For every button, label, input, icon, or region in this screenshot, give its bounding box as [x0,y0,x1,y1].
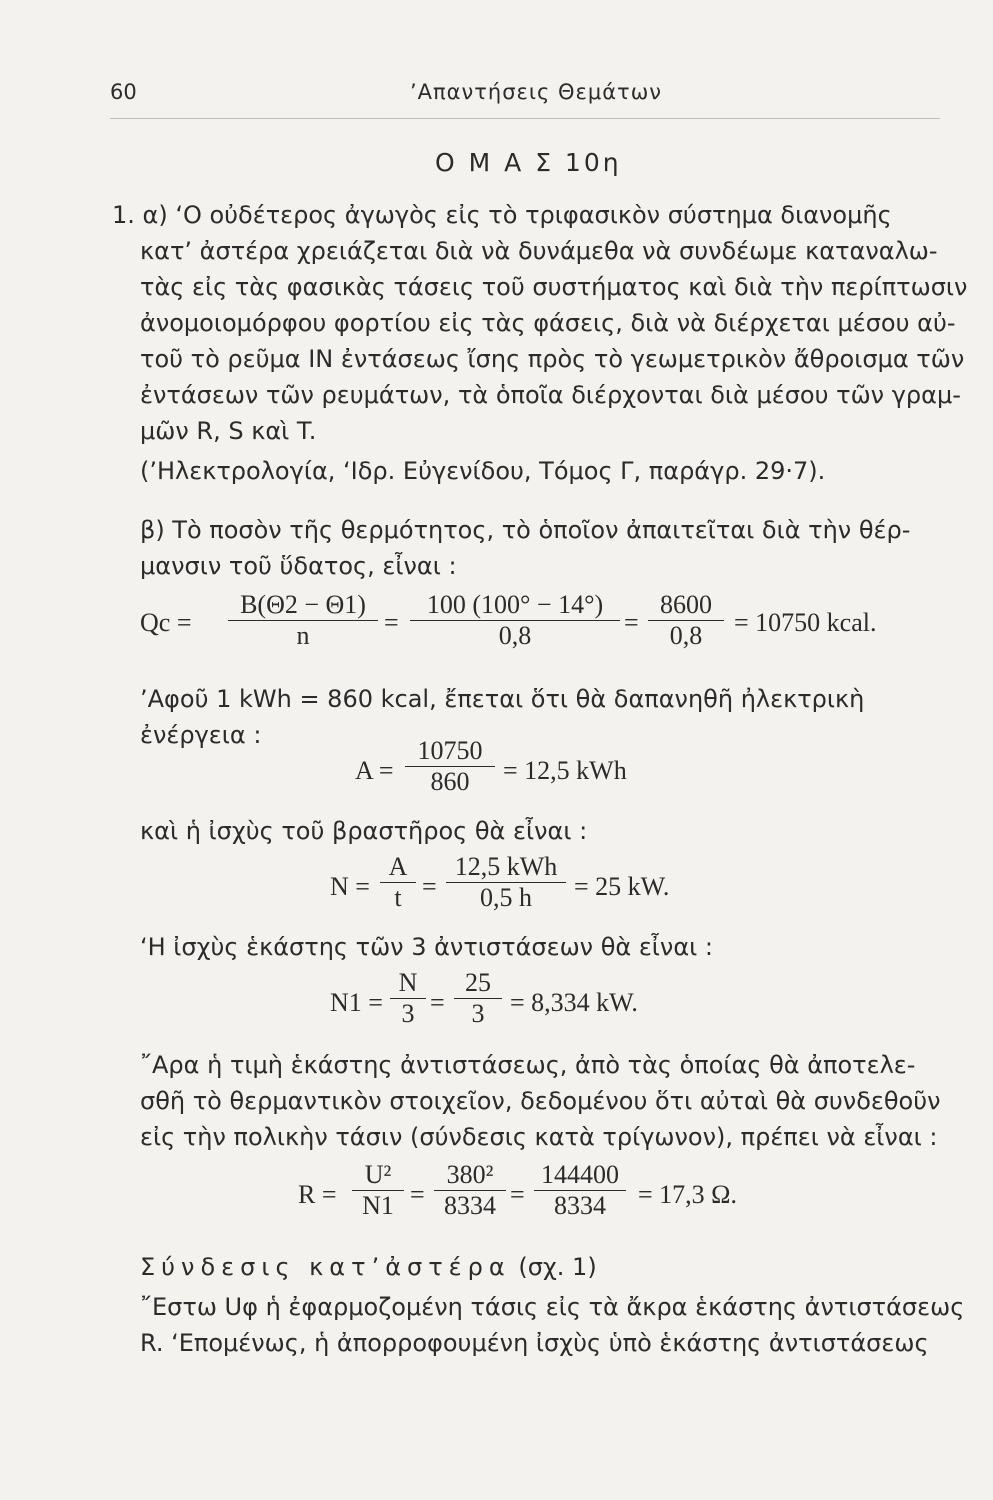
denominator: N1 [362,1191,394,1220]
text-line: ‘Η ἰσχὺς ἑκάστης τῶν 3 ἀντιστάσεων θὰ εἶναι : [140,933,713,961]
text-line: ’Αφοῦ 1 kWh = 860 kcal, ἔπεται ὅτι θὰ δαπανηθῆ ἠλεκτρικὴ [140,685,865,713]
equals-sign: = [422,872,437,901]
fraction [390,968,426,1029]
eq-result: = 10750 kcal. [734,608,877,637]
fraction [534,1160,626,1221]
fraction [405,736,495,797]
equals-sign: = [510,1180,525,1209]
heading-figure-ref: (σχ. 1) [518,1253,597,1281]
denominator: 860 [430,767,470,796]
text-line: ἀνομοιομόρφου φορτίου εἰς τὰς φάσεις, διὰ νὰ διέρχεται μέσου αὐ- [140,309,956,337]
numerator: 144400 [534,1160,626,1191]
fraction [228,590,378,651]
eq-result: = 12,5 kWh [503,756,627,785]
text-line: κατ’ ἀστέρα χρειάζεται διὰ νὰ δυνάμεθα νὰ συνδέωμε καταναλω- [140,237,938,265]
text-line: εἰς τὴν πολικὴν τάσιν (σύνδεσις κατὰ τρίγωνον), πρέπει νὰ εἶναι : [140,1123,938,1151]
text-line: ἐνέργεια : [140,721,262,749]
subsection-heading [140,1252,597,1282]
text-line: R. ‘Επομένως, ἡ ἀπορροφουμένη ἰσχὺς ὑπὸ ἑκάστης ἀντιστάσεως [140,1329,929,1357]
fraction [454,968,502,1029]
numerator: 25 [454,968,502,999]
equation-heat [140,590,920,660]
denominator: 8334 [554,1191,606,1220]
eq-lhs: Qc = [140,608,192,637]
text-line: ῎Αρα ἡ τιμὴ ἑκάστης ἀντιστάσεως, ἀπὸ τὰς ὁποίας θὰ ἀποτελε- [140,1051,916,1079]
text-line: 1. α) ‘Ο οὐδέτερος ἀγωγὸς εἰς τὸ τριφασικὸν σύστημα διανομῆς [112,201,892,229]
text-line: τὰς εἰς τὰς φασικὰς τάσεις τοῦ συστήματος καὶ διὰ τὴν περίπτωσιν [140,273,968,301]
equals-sign: = [624,608,639,637]
denominator: 3 [401,999,415,1028]
denominator: t [394,883,402,912]
numerator: 380² [434,1160,506,1191]
numerator: 12,5 kWh [446,852,566,883]
text-line: τοῦ τὸ ρεῦμα IN ἐντάσεως ἴσης πρὸς τὸ γεωμετρικὸν ἄθροισμα τῶν [140,345,965,373]
fraction [648,590,724,651]
text-line: καὶ ἡ ἰσχὺς τοῦ βραστῆρος θὰ εἶναι : [140,817,588,845]
running-title: ’Απαντήσεις Θεμάτων [410,80,663,104]
equals-sign: = [430,988,445,1017]
numerator: 100 (100° − 14°) [410,590,620,621]
fraction [410,590,620,651]
denominator: 8334 [444,1191,496,1220]
text-line: μῶν R, S καὶ T. [140,417,317,445]
denominator: 0,8 [669,621,703,650]
text-line: μανσιν τοῦ ὕδατος, εἶναι : [140,552,457,580]
numerator: A [380,852,416,883]
eq-result: = 17,3 Ω. [638,1180,737,1209]
section-title: Ο Μ Α Σ 10η [435,148,622,177]
fraction [434,1160,506,1221]
numerator: B(Θ2 − Θ1) [228,590,378,621]
page-header [110,80,940,110]
equation-power-each [330,968,750,1038]
numerator: 8600 [648,590,724,621]
numerator: 10750 [405,736,495,767]
denominator: 3 [471,999,485,1028]
equals-sign: = [410,1180,425,1209]
eq-result: = 8,334 kW. [510,988,638,1017]
fraction [380,852,416,913]
reference-citation: (’Ηλεκτρολογία, ‘Ιδρ. Εὐγενίδου, Τόμος Γ, παράγρ. 29·7). [140,457,826,485]
fraction [352,1160,404,1221]
text-line: ῎Εστω Uφ ἡ ἐφαρμοζομένη τάσις εἰς τὰ ἄκρα ἑκάστης ἀντιστάσεως [140,1293,965,1321]
numerator: U² [352,1160,404,1191]
eq-result: = 25 kW. [574,872,670,901]
text-line: β) Τὸ ποσὸν τῆς θερμότητος, τὸ ὁποῖον ἀπαιτεῖται διὰ τὴν θέρ- [140,516,911,544]
page-number: 60 [110,80,137,104]
equation-resistance [298,1160,798,1230]
equation-power [330,852,750,922]
text-line: ἐντάσεων τῶν ρευμάτων, τὰ ὁποῖα διέρχονται διὰ μέσου τῶν γραμ- [140,381,961,409]
denominator: 0,8 [498,621,532,650]
eq-lhs: R = [298,1180,337,1209]
denominator: 0,5 h [480,883,532,912]
equation-energy [355,736,755,806]
eq-lhs: A = [355,756,394,785]
eq-lhs: N = [330,872,370,901]
numerator: N [390,968,426,999]
eq-lhs: N1 = [330,988,383,1017]
heading-text: Σύνδεσις κατ’ἀστέρα [140,1253,511,1281]
denominator: n [296,621,310,650]
header-rule [110,118,940,119]
equals-sign: = [384,608,399,637]
text-line: σθῆ τὸ θερμαντικὸν στοιχεῖον, δεδομένου ὅτι αὐταὶ θὰ συνδεθοῦν [140,1087,941,1115]
fraction [446,852,566,913]
